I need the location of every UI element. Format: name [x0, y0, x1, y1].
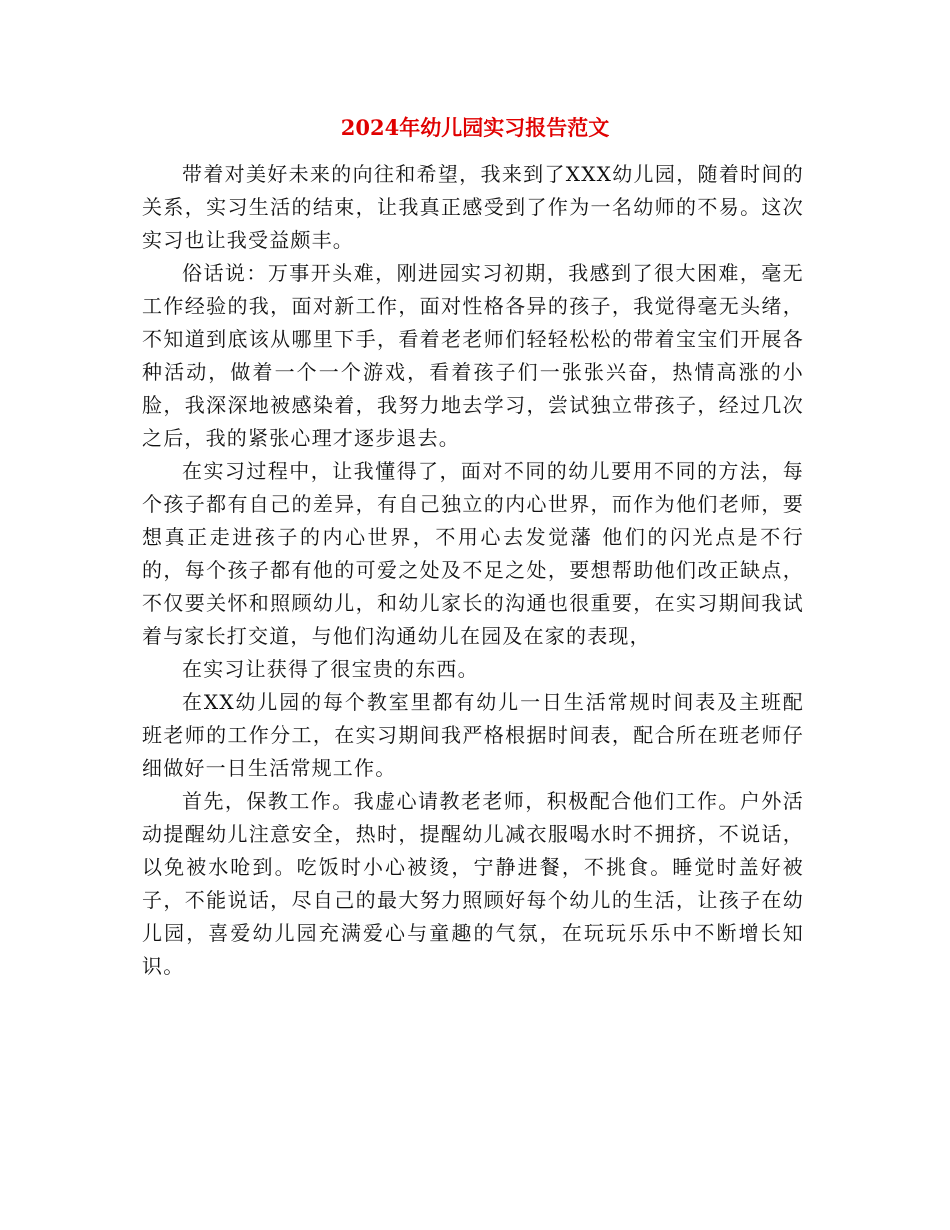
paragraph-5: 在XX幼儿园的每个教室里都有幼儿一日生活常规时间表及主班配班老师的工作分工，在实习期间我严格根据时间表，配合所在班老师仔细做好一日生活常规工作。 [142, 690, 804, 780]
paragraph-2: 俗话说：万事开头难，刚进园实习初期，我感到了很大困难，毫无工作经验的我，面对新工作，面对性格各异的孩子，我觉得毫无头绪，不知道到底该从哪里下手，看着老老师们轻轻松松的带着宝宝们开展各种活动，做着一个一个游戏，看着孩子们一张张兴奋，热情高涨的小脸，我深深地被感染着，我努力地去学习，尝试独立带孩子，经过几次之后，我的紧张心理才逐步退去。 [142, 261, 804, 450]
document-body [142, 158, 804, 983]
paragraph-4: 在实习让获得了很宝贵的东西。 [182, 657, 479, 681]
document-title: 2024年幼儿园实习报告范文 [340, 115, 610, 140]
paragraph-6: 首先，保教工作。我虚心请教老老师，积极配合他们工作。户外活动提醒幼儿注意安全，热时，提醒幼儿减衣服喝水时不拥挤，不说话，以免被水呛到。吃饭时小心被烫，宁静进餐，不挑食。睡觉时盖好被子，不能说话，尽自己的最大努力照顾好每个幼儿的生活，让孩子在幼儿园，喜爱幼儿园充满爱心与童趣的气氛，在玩玩乐乐中不断增长知识。 [142, 789, 804, 978]
paragraph-1: 带着对美好未来的向往和希望，我来到了XXX幼儿园，随着时间的关系，实习生活的结束，让我真正感受到了作为一名幼师的不易。这次实习也让我受益颇丰。 [142, 162, 804, 252]
paragraph-3: 在实习过程中，让我懂得了，面对不同的幼儿要用不同的方法，每个孩子都有自己的差异，有自己独立的内心世界，而作为他们老师，要想真正走进孩子的内心世界，不用心去发觉藩 他们的闪光点是不行的，每个孩子都有他的可爱之处及不足之处，要想帮助他们改正缺点，不仅要关怀和照顾幼儿，和幼儿家长的沟通也很重要，在实习期间我试着与家长打交道，与他们沟通幼儿在园及在家的表现， [142, 459, 804, 648]
